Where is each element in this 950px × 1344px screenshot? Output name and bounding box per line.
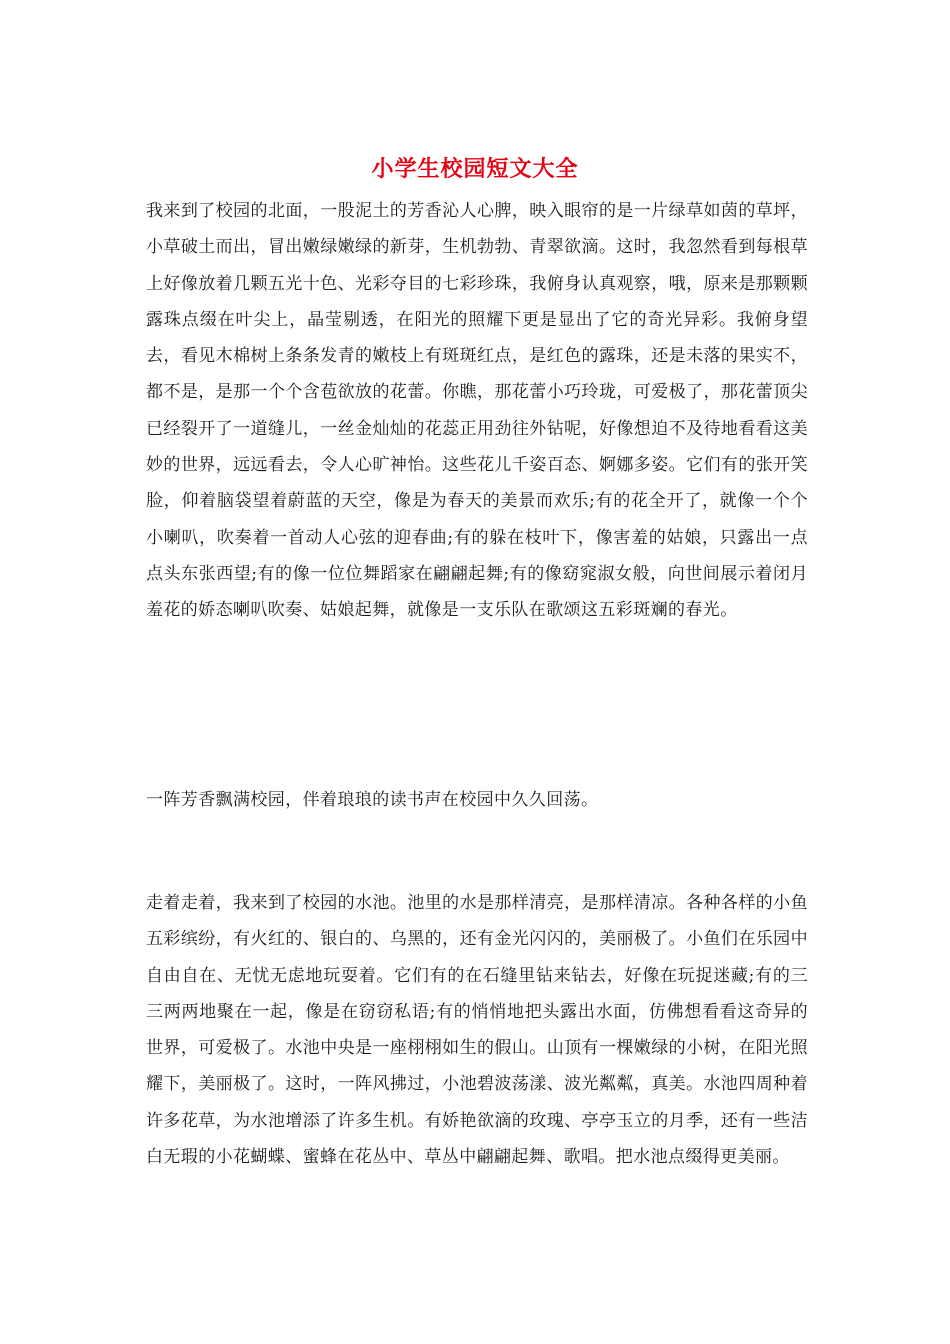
paragraph-pond: 走着走着，我来到了校园的水池。池里的水是那样清亮，是那样清凉。各种各样的小鱼五彩缤纷，有火红的、银白的、乌黑的，还有金光闪闪的，美丽极了。小鱼们在乐园中自由自在、无忧无虑地玩耍着。它们有的在石缝里钻来钻去，好像在玩捉迷藏;有的三三两两地聚在一起，像是在窃窃私语;有的悄悄地把头露出水面，仿佛想看看这奇异的世界，可爱极了。水池中央是一座栩栩如生的假山。山顶有一棵嫩绿的小树，在阳光照耀下，美丽极了。这时，一阵风拂过，小池碧波荡漾、波光粼粼，真美。水池四周种着许多花草，为水池增添了许多生机。有娇艳欲滴的玫瑰、亭亭玉立的月季，还有一些洁白无瑕的小花蝴蝶、蜜蜂在花丛中、草丛中翩翩起舞、歌唱。把水池点缀得更美丽。 [146,893,808,1168]
page-title: 小学生校园短文大全 [371,156,579,182]
paragraph-north-lawn: 我来到了校园的北面，一股泥土的芳香沁人心脾，映入眼帘的是一片绿草如茵的草坪，小草破土而出，冒出嫩绿嫩绿的新芽，生机勃勃、青翠欲滴。这时，我忽然看到每根草上好像放着几颗五光十色、光彩夺目的七彩珍珠，我俯身认真观察，哦，原来是那颗颗露珠点缀在叶尖上，晶莹剔透，在阳光的照耀下更是显出了它的奇光异彩。我俯身望去，看见木棉树上条条发青的嫩枝上有斑斑红点，是红色的露珠，还是未落的果实不，都不是，是那一个个含苞欲放的花蕾。你瞧，那花蕾小巧玲珑，可爱极了，那花蕾顶尖已经裂开了一道缝儿，一丝金灿灿的花蕊正用劲往外钻呢，好像想迫不及待地看看这美妙的世界，远远看去，令人心旷神怡。这些花儿千姿百态、婀娜多姿。它们有的张开笑脸，仰着脑袋望着蔚蓝的天空，像是为春天的美景而欢乐;有的花全开了，就像一个个小喇叭，吹奏着一首动人心弦的迎春曲;有的躲在枝叶下，像害羞的姑娘，只露出一点点头东张西望;有的像一位位舞蹈家在翩翩起舞;有的像窈窕淑女般，向世间展示着闭月羞花的娇态喇叭吹奏、姑娘起舞，就像是一支乐队在歌颂这五彩斑斓的春光。 [146,201,808,621]
paragraph-fragrance: 一阵芳香飘满校园，伴着琅琅的读书声在校园中久久回荡。 [146,790,599,810]
